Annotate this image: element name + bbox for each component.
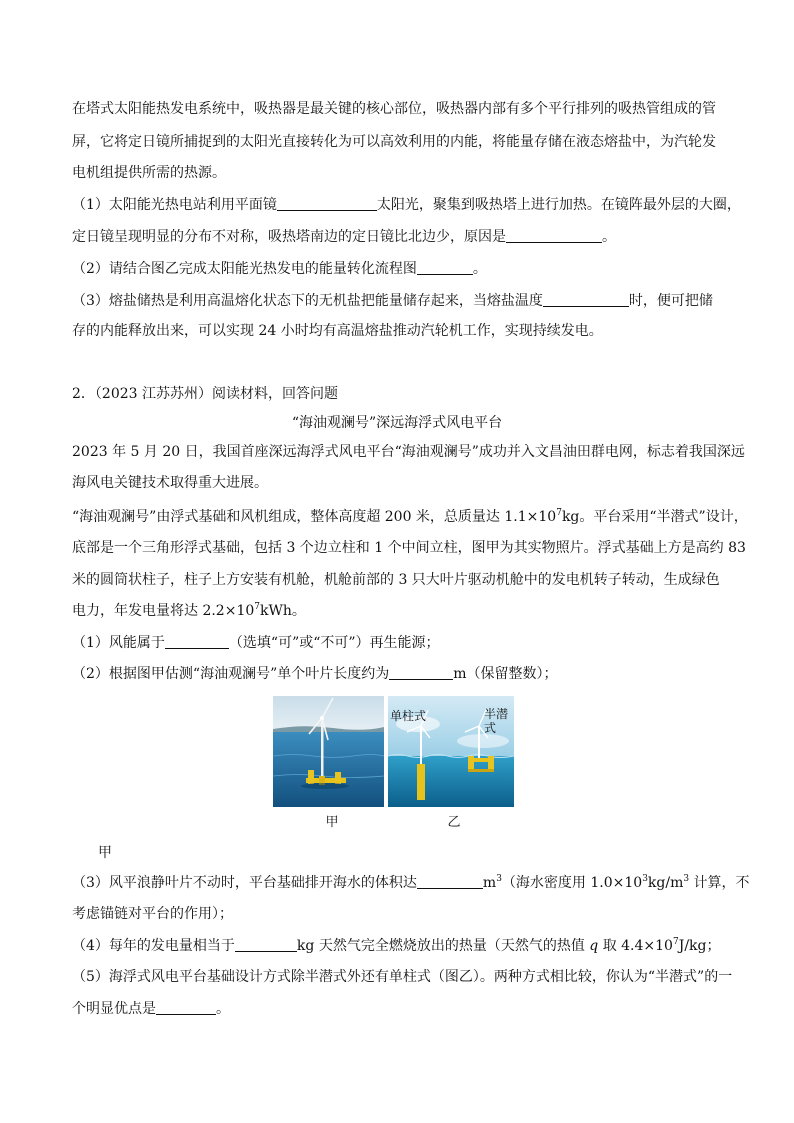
answer-blank[interactable] [277, 196, 377, 211]
answer-blank[interactable] [417, 260, 473, 275]
answer-blank[interactable] [156, 1000, 216, 1015]
answer-blank[interactable] [165, 634, 229, 649]
s2-question-4: （4）每年的发电量相当于 kg 天然气完全燃烧放出的热量（天然气的热值 q 取 $4.4\times 10^7J/kg$； [72, 937, 721, 954]
question-3-cont: 存的内能释放出来，可以实现 24 小时均有高温熔盐推动汽轮机工作，实现持续发电。 [72, 323, 603, 339]
paragraph-2-line-3: 米的圆筒状柱子，柱子上方安装有机舱，机舱前部的 3 只大叶片驱动机舱中的发电机转子转动，生成绿色 [72, 572, 720, 588]
paragraph-1-line-1: 2023 年 5 月 20 日，我国首座深远海浮式风电平台“海油观澜号”成功并入文昌油田群电网，标志着我国深远 [72, 444, 745, 460]
intro-line-1: 在塔式太阳能热发电系统中，吸热器是最关键的核心部位，吸热器内部有多个平行排列的吸热管组成的管 [72, 101, 716, 117]
answer-blank[interactable] [543, 292, 629, 307]
s2-question-1: （1）风能属于 （选填“可”或“不可”）再生能源； [72, 635, 440, 651]
s2-question-2: （2）根据图甲估测“海油观澜号”单个叶片长度约为 m（保留整数）； [72, 666, 558, 682]
label-semi-submersible: 半潜式 [484, 707, 509, 735]
paragraph-2-line-1: “海油观澜号”由浮式基础和风机组成，整体高度超 200 米，总质量达 $1.1\times 10^7kg$。平台采用“半潜式”设计， [72, 508, 748, 525]
figure-yi-illustration [388, 696, 514, 807]
s2-question-5: （5）海浮式风电平台基础设计方式除半潜式外还有单柱式（图乙）。两种方式相比较，你认为“半潜式”的一 [72, 969, 733, 985]
article-title: “海油观澜号”深远海浮式风电平台 [291, 415, 503, 431]
s2-question-5-cont: 个明显优点是 。 [72, 1001, 230, 1017]
caption-jia: 甲 [325, 815, 339, 830]
paragraph-2-line-2: 底部是一个三角形浮式基础，包括 3 个边立柱和 1 个中间立柱，图甲为其实物照片。浮式基础上方是高约 83 [72, 540, 746, 556]
question-2: （2）请结合图乙完成太阳能光热发电的能量转化流程图 。 [72, 261, 487, 277]
caption-yi: 乙 [447, 815, 461, 830]
paragraph-1-line-2: 海风电关键技术取得重大进展。 [72, 475, 268, 491]
answer-blank[interactable] [417, 874, 483, 889]
paragraph-2-line-4: 电力，年发电量将达 $2.2\times 10^7kWh$。 [72, 602, 306, 619]
question-3: （3）熔盐储热是利用高温熔化状态下的无机盐把能量储存起来，当熔盐温度 时，便可把储 [72, 293, 713, 309]
intro-line-3: 电机组提供所需的热源。 [72, 165, 226, 181]
caption-jia-extra: 甲 [98, 845, 112, 861]
s2-question-3: （3）风平浪静叶片不动时，平台基础排开海水的体积达 $m^3$（海水密度用 $1.0\times 10^3kg/m^3$ 计算，不 [72, 874, 750, 891]
answer-blank[interactable] [506, 228, 602, 243]
figure-jia-photo [273, 696, 384, 807]
question-1-cont: 定日镜呈现明显的分布不对称，吸热塔南边的定日镜比北边少，原因是 。 [72, 229, 616, 245]
intro-line-2: 屏，它将定日镜所捕捉到的太阳光直接转化为可以高效利用的内能，将能量存储在液态熔盐中，为汽轮发 [72, 134, 716, 150]
s2-question-3-cont: 考虑锚链对平台的作用）； [72, 906, 233, 922]
label-single-column: 单柱式 [390, 709, 427, 723]
answer-blank[interactable] [235, 937, 297, 952]
question-1: （1）太阳能光热电站利用平面镜 太阳光，聚集到吸热塔上进行加热。在镜阵最外层的大圈， [72, 197, 741, 213]
question-header: 2．（2023 江苏苏州）阅读材料，回答问题 [72, 386, 338, 402]
answer-blank[interactable] [389, 665, 453, 680]
